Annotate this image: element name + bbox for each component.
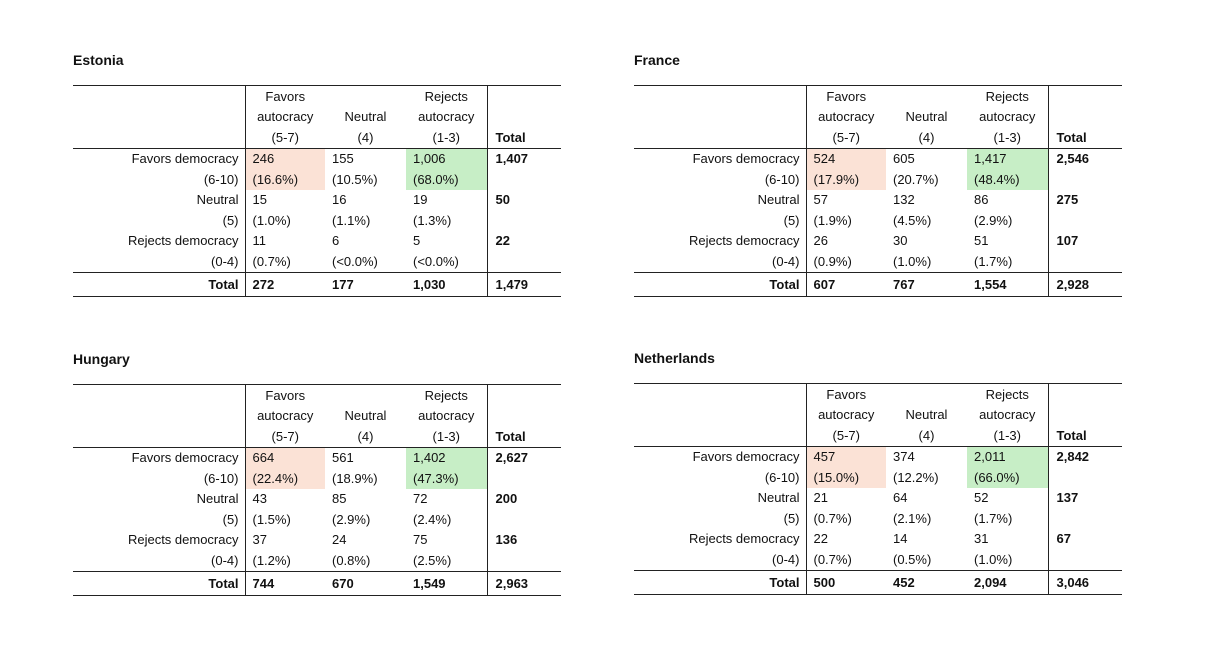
percent-row: [634, 550, 1122, 571]
count-row: [634, 488, 1122, 509]
row-total-cell: 1,407: [487, 149, 561, 170]
percent-cell: (0.7%): [813, 510, 852, 526]
count-row: [73, 489, 561, 510]
count-cell: 22: [813, 531, 828, 546]
header-total: Total: [1048, 384, 1122, 447]
percent-row: [73, 170, 561, 191]
country-panel-hungary: [73, 350, 563, 596]
count-cell: 57: [813, 192, 828, 207]
percent-cell: (<0.0%): [332, 253, 378, 269]
percent-cell: (1.3%): [413, 212, 452, 228]
count-cell: 155: [325, 149, 406, 170]
percent-cell: (1.0%): [252, 212, 291, 228]
row-total-blank: [487, 170, 561, 191]
count-cell: 37: [252, 532, 267, 547]
count-row: [634, 190, 1122, 211]
percent-row: [634, 170, 1122, 191]
column-total-cell: 607: [806, 273, 886, 297]
row-total-blank: [1048, 211, 1122, 232]
percent-cell: (12.2%): [893, 469, 939, 485]
country-title: Estonia: [73, 52, 124, 68]
percent-cell: (10.5%): [332, 171, 378, 187]
row-total-blank: [487, 211, 561, 232]
row-label-range: (6-10): [73, 170, 245, 191]
percent-row: [73, 252, 561, 273]
count-cell: 11: [252, 233, 266, 248]
header-corner: [634, 86, 806, 149]
row-total-blank: [487, 551, 561, 572]
count-cell: 1,417: [967, 149, 1048, 170]
header-rejects-autocracy: Rejects autocracy (1-3): [979, 386, 1036, 443]
column-totals-label: Total: [73, 572, 245, 596]
count-cell: 6: [332, 233, 340, 248]
row-label-range: (5): [634, 211, 806, 232]
row-total-cell: 136: [487, 530, 561, 551]
row-total-blank: [1048, 509, 1122, 530]
row-total-blank: [487, 252, 561, 273]
row-label: Neutral: [73, 489, 245, 510]
column-total-cell: 1,030: [406, 273, 487, 297]
count-row: [634, 529, 1122, 550]
count-row: [73, 231, 561, 252]
percent-cell: (1.5%): [252, 511, 291, 527]
column-total-cell: 1,554: [967, 273, 1048, 297]
row-total-cell: 50: [487, 190, 561, 211]
column-total-cell: 1,549: [406, 572, 487, 596]
column-total-cell: 767: [886, 273, 967, 297]
column-totals-label: Total: [634, 273, 806, 297]
row-label-range: (6-10): [634, 170, 806, 191]
percent-cell: (1.9%): [813, 212, 852, 228]
country-title: Netherlands: [634, 350, 715, 366]
row-label: Favors democracy: [634, 149, 806, 170]
count-cell: 246: [245, 149, 325, 170]
percent-cell: (0.8%): [332, 552, 371, 568]
row-label-range: (6-10): [634, 468, 806, 489]
column-total-cell: 500: [806, 571, 886, 595]
row-label-range: (5): [73, 510, 245, 531]
count-cell: 19: [413, 192, 428, 207]
column-totals-row: [634, 273, 1122, 297]
header-favors-autocracy: Favors autocracy (5-7): [818, 88, 875, 145]
row-total-cell: 137: [1048, 488, 1122, 509]
percent-cell: (1.2%): [252, 552, 291, 568]
crosstab-table: [634, 85, 1122, 297]
percent-cell: (0.5%): [893, 551, 932, 567]
header-corner: [634, 384, 806, 447]
column-total-cell: 2,094: [967, 571, 1048, 595]
count-cell: 561: [325, 448, 406, 469]
count-cell: 31: [974, 531, 989, 546]
row-total-cell: 2,627: [487, 448, 561, 469]
crosstab-table: [73, 384, 561, 596]
percent-cell: (<0.0%): [413, 253, 459, 269]
count-cell: 132: [893, 192, 915, 207]
row-label: Rejects democracy: [73, 231, 245, 252]
column-totals-label: Total: [634, 571, 806, 595]
header-neutral: Neutral (4): [905, 109, 948, 145]
percent-cell: (0.7%): [813, 551, 852, 567]
count-cell: 14: [893, 531, 908, 546]
percent-cell: (1.7%): [974, 253, 1013, 269]
row-label: Rejects democracy: [634, 529, 806, 550]
row-total-blank: [1048, 252, 1122, 273]
country-title: France: [634, 52, 680, 68]
header-corner: [73, 86, 245, 149]
percent-cell: (68.0%): [406, 170, 487, 191]
crosstab-table: [73, 85, 561, 297]
percent-cell: (22.4%): [245, 469, 325, 490]
column-totals-label: Total: [73, 273, 245, 297]
count-cell: 30: [893, 233, 908, 248]
row-total-blank: [1048, 468, 1122, 489]
grand-total-cell: 2,963: [487, 572, 561, 596]
percent-row: [73, 510, 561, 531]
percent-cell: (48.4%): [967, 170, 1048, 191]
row-total-cell: 275: [1048, 190, 1122, 211]
count-cell: 605: [886, 149, 967, 170]
grand-total-cell: 1,479: [487, 273, 561, 297]
count-cell: 16: [332, 192, 347, 207]
country-panel-estonia: [73, 51, 563, 297]
row-total-cell: 107: [1048, 231, 1122, 252]
percent-cell: (2.5%): [413, 552, 452, 568]
header-neutral: Neutral (4): [344, 109, 387, 145]
header-row: [73, 385, 561, 448]
header-row: [73, 86, 561, 149]
percent-cell: (18.9%): [332, 470, 378, 486]
row-total-blank: [1048, 170, 1122, 191]
percent-row: [634, 211, 1122, 232]
row-label-range: (0-4): [73, 551, 245, 572]
row-label-range: (0-4): [73, 252, 245, 273]
count-row: [73, 190, 561, 211]
country-title: Hungary: [73, 351, 130, 367]
header-rejects-autocracy: Rejects autocracy (1-3): [418, 387, 475, 444]
percent-cell: (2.9%): [332, 511, 371, 527]
percent-cell: (1.0%): [893, 253, 932, 269]
column-totals-row: [73, 273, 561, 297]
count-cell: 15: [252, 192, 267, 207]
row-total-cell: 200: [487, 489, 561, 510]
count-cell: 86: [974, 192, 989, 207]
header-total: Total: [1048, 86, 1122, 149]
percent-cell: (1.0%): [974, 551, 1013, 567]
count-row: [73, 530, 561, 551]
count-cell: 664: [245, 448, 325, 469]
percent-cell: (2.1%): [893, 510, 932, 526]
row-label: Favors democracy: [73, 149, 245, 170]
count-cell: 52: [974, 490, 989, 505]
percent-cell: (2.9%): [974, 212, 1013, 228]
count-cell: 524: [806, 149, 886, 170]
row-label-range: (0-4): [634, 252, 806, 273]
count-cell: 457: [806, 447, 886, 468]
row-total-blank: [1048, 550, 1122, 571]
row-label: Favors democracy: [634, 447, 806, 468]
percent-cell: (0.9%): [813, 253, 852, 269]
row-label: Neutral: [73, 190, 245, 211]
count-cell: 85: [332, 491, 347, 506]
percent-row: [73, 469, 561, 490]
row-total-cell: 2,842: [1048, 447, 1122, 468]
row-total-blank: [487, 469, 561, 490]
percent-cell: (66.0%): [967, 468, 1048, 489]
grand-total-cell: 3,046: [1048, 571, 1122, 595]
count-row: [73, 448, 561, 469]
column-total-cell: 452: [886, 571, 967, 595]
row-total-cell: 67: [1048, 529, 1122, 550]
count-cell: 64: [893, 490, 908, 505]
count-cell: 5: [413, 233, 421, 248]
column-totals-row: [634, 571, 1122, 595]
count-row: [634, 149, 1122, 170]
count-cell: 75: [413, 532, 428, 547]
count-cell: 1,006: [406, 149, 487, 170]
percent-row: [634, 468, 1122, 489]
header-neutral: Neutral (4): [905, 407, 948, 443]
percent-row: [73, 551, 561, 572]
percent-row: [73, 211, 561, 232]
count-cell: 24: [332, 532, 347, 547]
row-label-range: (6-10): [73, 469, 245, 490]
percent-cell: (47.3%): [406, 469, 487, 490]
header-corner: [73, 385, 245, 448]
header-favors-autocracy: Favors autocracy (5-7): [818, 386, 875, 443]
header-favors-autocracy: Favors autocracy (5-7): [257, 88, 314, 145]
column-totals-row: [73, 572, 561, 596]
header-rejects-autocracy: Rejects autocracy (1-3): [979, 88, 1036, 145]
percent-cell: (0.7%): [252, 253, 291, 269]
crosstab-table: [634, 383, 1122, 595]
grand-total-cell: 2,928: [1048, 273, 1122, 297]
header-favors-autocracy: Favors autocracy (5-7): [257, 387, 314, 444]
count-cell: 2,011: [967, 447, 1048, 468]
count-cell: 51: [974, 233, 989, 248]
count-cell: 21: [813, 490, 828, 505]
count-row: [73, 149, 561, 170]
row-label: Neutral: [634, 190, 806, 211]
header-neutral: Neutral (4): [344, 408, 387, 444]
count-row: [634, 231, 1122, 252]
count-row: [634, 447, 1122, 468]
percent-cell: (2.4%): [413, 511, 452, 527]
header-row: [634, 384, 1122, 447]
count-cell: 43: [252, 491, 267, 506]
count-cell: 374: [886, 447, 967, 468]
percent-cell: (1.7%): [974, 510, 1013, 526]
country-panel-netherlands: [634, 349, 1124, 595]
column-total-cell: 272: [245, 273, 325, 297]
column-total-cell: 670: [325, 572, 406, 596]
header-total: Total: [487, 385, 561, 448]
percent-cell: (17.9%): [806, 170, 886, 191]
header-rejects-autocracy: Rejects autocracy (1-3): [418, 88, 475, 145]
header-row: [634, 86, 1122, 149]
percent-cell: (1.1%): [332, 212, 371, 228]
percent-cell: (15.0%): [806, 468, 886, 489]
percent-row: [634, 509, 1122, 530]
count-cell: 72: [413, 491, 428, 506]
count-cell: 1,402: [406, 448, 487, 469]
row-label-range: (0-4): [634, 550, 806, 571]
row-total-cell: 22: [487, 231, 561, 252]
percent-cell: (4.5%): [893, 212, 932, 228]
column-total-cell: 177: [325, 273, 406, 297]
row-label: Neutral: [634, 488, 806, 509]
country-panel-france: [634, 51, 1124, 297]
percent-row: [634, 252, 1122, 273]
header-total: Total: [487, 86, 561, 149]
count-cell: 26: [813, 233, 828, 248]
row-label: Rejects democracy: [634, 231, 806, 252]
row-total-cell: 2,546: [1048, 149, 1122, 170]
row-label: Rejects democracy: [73, 530, 245, 551]
row-label-range: (5): [73, 211, 245, 232]
row-label-range: (5): [634, 509, 806, 530]
percent-cell: (16.6%): [245, 170, 325, 191]
row-label: Favors democracy: [73, 448, 245, 469]
column-total-cell: 744: [245, 572, 325, 596]
row-total-blank: [487, 510, 561, 531]
percent-cell: (20.7%): [893, 171, 939, 187]
